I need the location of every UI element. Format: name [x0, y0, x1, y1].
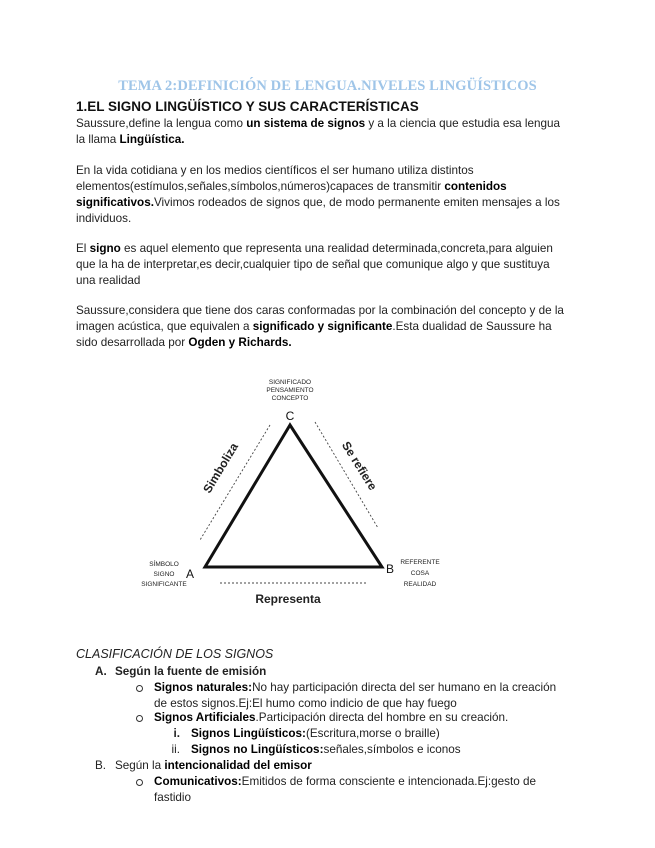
natural-signs-continuation: de estos signos.Ej:El humo como indicio de que hay fuego — [154, 697, 457, 710]
p3-text-1: El — [76, 242, 90, 255]
list-marker-b: B. — [95, 759, 107, 772]
p4-text-1: Saussure,considera que tiene dos caras conformadas por la combinación del concepto y de la imagen acústica, que equivalen a — [76, 304, 564, 333]
natural-signs-bold: Signos naturales: — [154, 681, 253, 694]
list-item-linguistic-signs — [191, 726, 440, 742]
p2-text-2: Vivimos rodeados de signos que, de modo permanente emiten mensajes a los individuos. — [76, 196, 560, 225]
list-item-communicative — [154, 774, 566, 790]
p3-bold-1: signo — [89, 242, 121, 255]
semiotic-triangle-diagram — [120, 370, 460, 610]
vertex-c-letter: C — [285, 409, 295, 423]
bullet-circle — [136, 779, 143, 786]
p1-text-1: Saussure,define la lengua como — [76, 117, 247, 130]
p4-bold-2: Ogden y Richards. — [188, 336, 292, 349]
bullet-circle — [136, 685, 143, 692]
se-refiere-label: Se refiere — [338, 438, 380, 493]
natural-signs-text: No hay participación directa del ser humano en la creación — [252, 681, 557, 694]
linguistic-signs-text: (Escritura,morse o braille) — [305, 727, 440, 740]
communicative-continuation: fastidio — [154, 791, 192, 804]
p3-text-2: es aquel elemento que representa una realidad determinada,concreta,para alguien que la ha de interpretar,es decir,cualquier tipo de señal que comunique algo y que sustituya una realidad — [76, 242, 553, 287]
p4-bold-1: significado y significante — [252, 320, 393, 333]
paragraph-sign-definition — [76, 241, 566, 289]
left-label-line-3: SIGNIFICANTE — [141, 581, 187, 588]
right-label-line-3: REALIDAD — [403, 581, 437, 588]
paragraph-saussure-definition — [76, 116, 566, 148]
document-title: TEMA 2:DEFINICIÓN DE LENGUA.NIVELES LINGÜÍSTICOS — [118, 78, 537, 94]
list-marker-a: A. — [95, 665, 107, 678]
artificial-signs-text: .Participación directa del hombre en su creación. — [255, 711, 509, 724]
list-item-artificial-signs — [154, 710, 508, 726]
p1-bold-2: Lingüística. — [119, 133, 185, 146]
top-label-line-3: CONCEPTO — [271, 395, 309, 402]
list-item-non-linguistic-signs — [191, 742, 461, 758]
artificial-signs-bold: Signos Artificiales — [154, 711, 256, 724]
vertex-b-letter: B — [385, 562, 395, 576]
p2-text-1: En la vida cotidiana y en los medios científicos el ser humano utiliza distintos elementos(estímulos,señales,símbolos,números)capaces de transmitir — [76, 164, 474, 193]
linguistic-signs-bold: Signos Lingüísticos: — [191, 727, 306, 740]
right-label-line-2: COSA — [410, 570, 430, 577]
p4-text-2: .Esta dualidad de Saussure ha sido desarrollada por — [76, 320, 552, 349]
list-item-b-label — [115, 758, 312, 774]
non-linguistic-signs-bold: Signos no Lingüísticos: — [191, 743, 324, 756]
communicative-text: Emitidos de forma consciente e intencionada.Ej:gesto de — [241, 775, 536, 788]
left-label-line-2: SIGNO — [153, 571, 175, 578]
simboliza-label: Simboliza — [200, 440, 241, 496]
paragraph-two-faces — [76, 303, 566, 351]
list-item-natural-signs — [154, 680, 566, 696]
left-label-line-1: SÍMBOLO — [149, 561, 179, 568]
representa-label: Representa — [255, 592, 321, 606]
section-heading: 1.EL SIGNO LINGÜÍSTICO Y SUS CARACTERÍSTICAS — [76, 99, 419, 114]
non-linguistic-signs-text: señales,símbolos e iconos — [323, 743, 461, 756]
b-label-text: Según la — [115, 759, 165, 772]
p1-text-2: y a la ciencia que estudia esa lengua la llama — [76, 117, 561, 146]
p1-bold-1: un sistema de signos — [246, 117, 366, 130]
list-item-a-label: Según la fuente de emisión — [115, 665, 267, 678]
communicative-bold: Comunicativos: — [154, 775, 242, 788]
vertex-a-letter: A — [185, 567, 195, 581]
p2-bold-1: contenidos significativos. — [76, 180, 507, 209]
top-label-line-1: SIGNIFICADO — [268, 379, 312, 386]
list-marker-ii: ii. — [171, 743, 180, 756]
b-label-bold: intencionalidad del emisor — [164, 759, 312, 772]
paragraph-daily-life — [76, 163, 566, 227]
list-marker-i: i. — [173, 727, 180, 740]
classification-title: CLASIFICACIÓN DE LOS SIGNOS — [76, 647, 274, 661]
right-label-line-1: REFERENTE — [400, 559, 440, 566]
top-label-line-2: PENSAMIENTO — [266, 387, 314, 394]
bullet-circle — [136, 715, 143, 722]
